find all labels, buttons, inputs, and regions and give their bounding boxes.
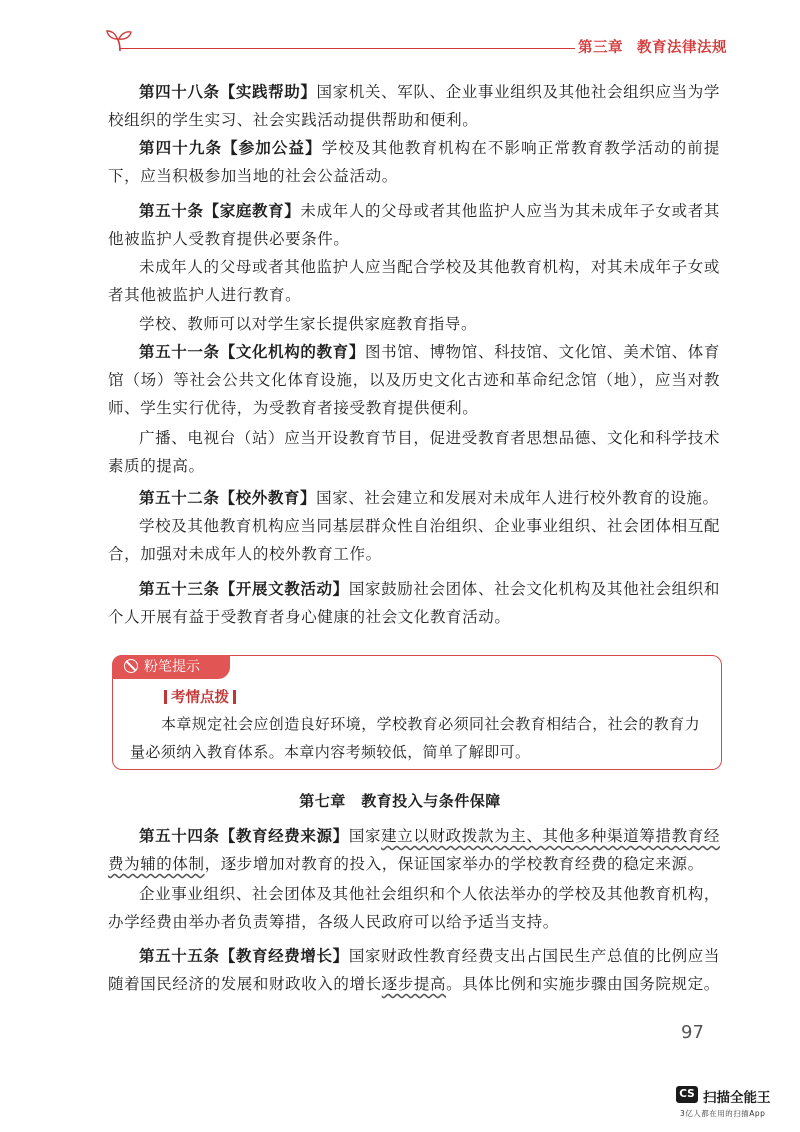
article-52: 第五十二条【校外教育】国家、社会建立和发展对未成年人进行校外教育的设施。	[139, 489, 719, 507]
header-chapter-title: 教育法律法规	[637, 40, 727, 56]
article-53: 第五十三条【开展文教活动】国家鼓励社会团体、社会文化机构及其他社会组织和个人开展有益于受教育者身心健康的社会文化教育活动。	[108, 580, 720, 626]
tip-label-tab	[112, 655, 230, 679]
header-chapter-number: 第三章	[578, 40, 623, 56]
article-52-para-2: 学校及其他教育机构应当同基层群众性自治组织、企业事业组织、社会团体相互配合，加强对未成年人的校外教育工作。	[108, 517, 720, 563]
chapter-7-heading: 第七章 教育投入与条件保障	[299, 792, 501, 810]
scanner-watermark	[676, 1086, 791, 1126]
article-55: 第五十五条【教育经费增长】国家财政性教育经费支出占国民生产总值的比例应当随着国民经济的发展和财政收入的增长逐步提高。具体比例和实施步骤由国务院规定。	[108, 947, 720, 993]
header-rule	[120, 48, 565, 49]
article-51-para-2: 广播、电视台（站）应当开设教育节目，促进受教育者思想品德、文化和科学技术素质的提高。	[108, 429, 720, 475]
tip-label: 粉笔提示	[144, 659, 200, 675]
article-50-para-3: 学校、教师可以对学生家长提供家庭教育指导。	[139, 315, 478, 333]
underlined-phrase: 逐步提高	[381, 975, 447, 993]
article-54-para-2: 企业事业组织、社会团体及其他社会组织和个人依法举办的学校及其他教育机构，办学经费由举办者负责筹措，各级人民政府可以给予适当支持。	[108, 885, 720, 931]
watermark-name: 扫描全能王	[703, 1090, 771, 1106]
camscanner-logo-icon: CS	[676, 1086, 698, 1103]
article-49: 第四十九条【参加公益】学校及其他教育机构在不影响正常教育教学活动的前提下，应当积极参加当地的社会公益活动。	[108, 139, 720, 185]
article-50-para-2: 未成年人的父母或者其他监护人应当配合学校及其他教育机构，对其未成年子女或者其他被监护人进行教育。	[108, 258, 720, 304]
underlined-phrase: 建立以财政拨款为主、其他多种渠道筹措教育经费为辅的体制	[108, 827, 720, 873]
tip-subtitle: 考情点拨	[160, 686, 240, 707]
tip-text: 本章规定社会应创造良好环境，学校教育必须同社会教育相结合，社会的教育力量必须纳入教育体系。本章内容考频较低，简单了解即可。	[130, 715, 701, 761]
article-51: 第五十一条【文化机构的教育】图书馆、博物馆、科技馆、文化馆、美术馆、体育馆（场）等社会公共文化体育设施，以及历史文化古迹和革命纪念馆（地），应当对教师、学生实行优待，为受教育者接受教育提供便利。	[108, 343, 720, 417]
page-number: 97	[681, 1022, 704, 1043]
prohibited-icon	[124, 659, 138, 673]
article-54: 第五十四条【教育经费来源】国家建立以财政拨款为主、其他多种渠道筹措教育经费为辅的体制，逐步增加对教育的投入，保证国家举办的学校教育经费的稳定来源。	[108, 827, 720, 873]
article-48: 第四十八条【实践帮助】国家机关、军队、企业事业组织及其他社会组织应当为学校组织的学生实习、社会实践活动提供帮助和便利。	[108, 83, 720, 129]
article-50: 第五十条【家庭教育】未成年人的父母或者其他监护人应当为其未成年子女或者其他被监护人受教育提供必要条件。	[108, 202, 720, 248]
watermark-tagline: 3亿人都在用的扫描App	[680, 1109, 766, 1118]
running-header	[578, 36, 727, 57]
header-rule-tail	[565, 48, 575, 49]
